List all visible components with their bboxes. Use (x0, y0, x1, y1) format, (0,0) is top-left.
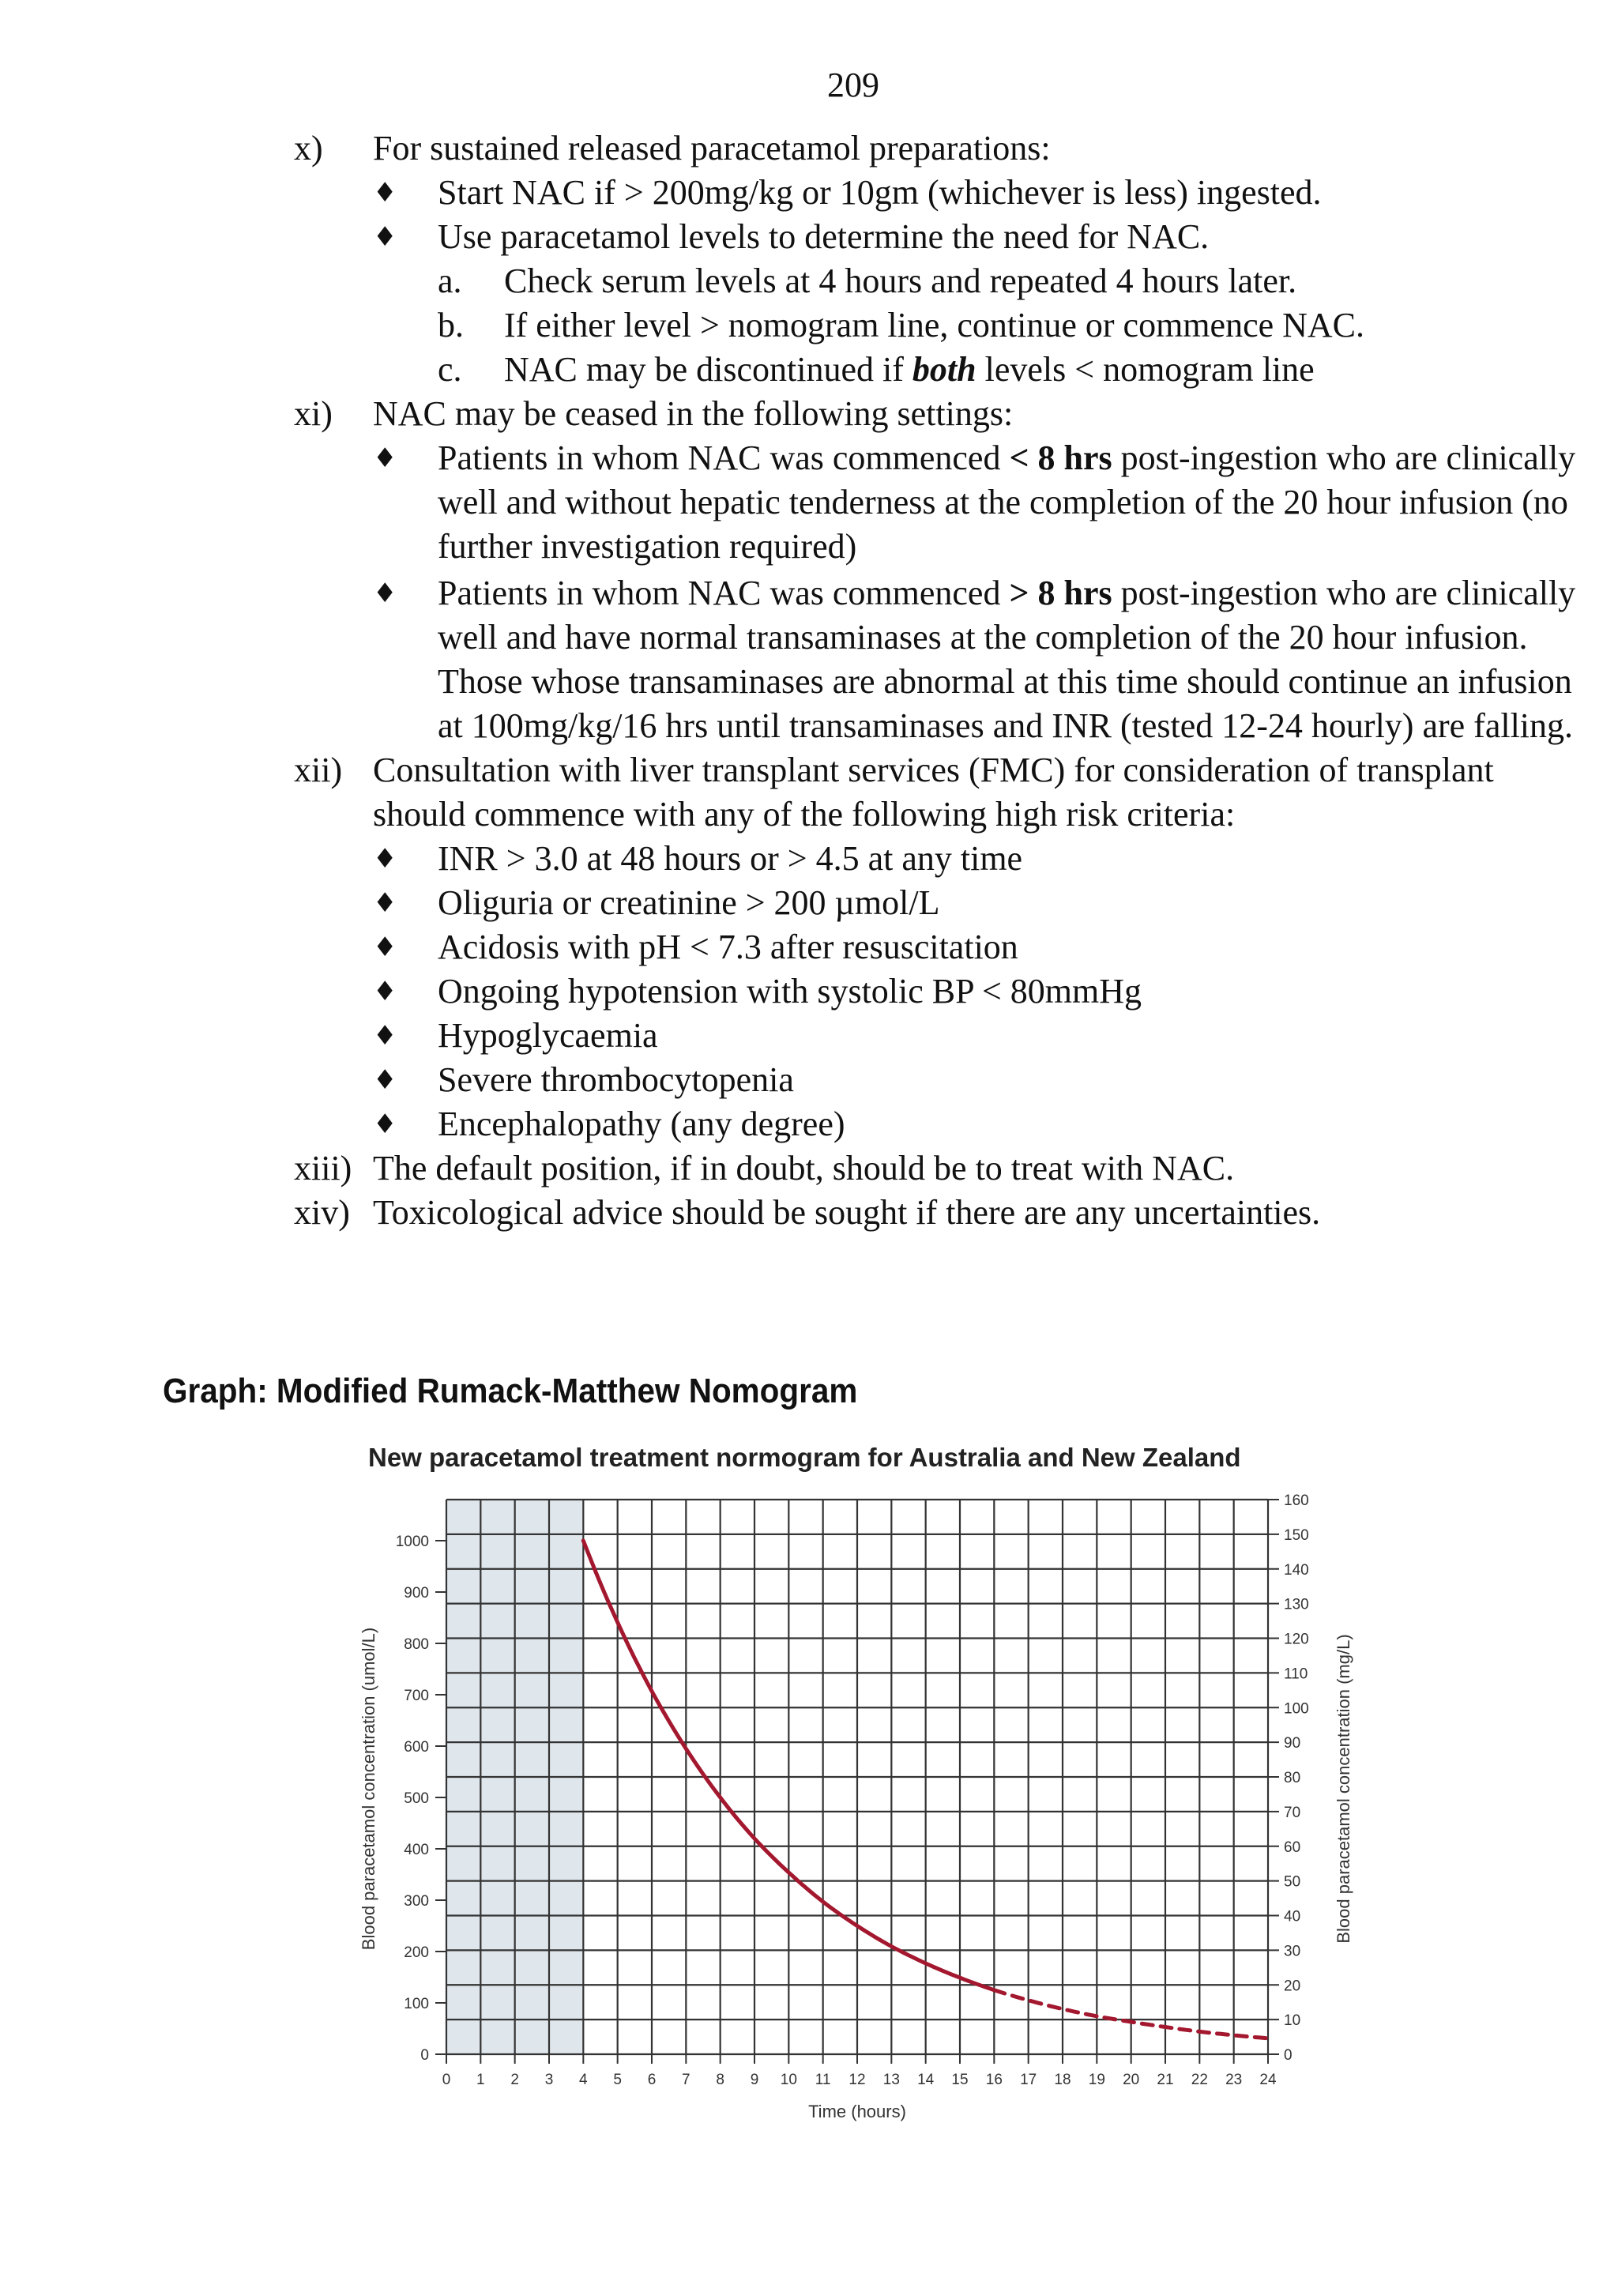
section-xi (294, 392, 1590, 748)
section-xii (294, 748, 1590, 1146)
list-item (373, 1102, 1590, 1146)
x-tick-label: 7 (682, 2072, 690, 2088)
y2-tick-label: 90 (1284, 1735, 1301, 1752)
diamond-bullet-icon: ♦ (373, 887, 397, 919)
section-number: x) (294, 129, 323, 167)
section-text: Toxicological advice should be sought if there are any uncertainties. (373, 1193, 1321, 1232)
section-xiv (294, 1191, 1590, 1235)
x-tick-label: 3 (544, 2072, 554, 2088)
y2-tick-label: 0 (1284, 2047, 1293, 2064)
list-item (373, 436, 1590, 569)
sub-item-marker: b. (438, 306, 464, 344)
x-tick-label: 13 (882, 2072, 900, 2088)
x-tick-label: 24 (1259, 2072, 1277, 2088)
x-tick-label: 18 (1054, 2072, 1071, 2088)
list-item-text: Severe thrombocytopenia (438, 1060, 794, 1099)
emphasis-text: both (912, 350, 976, 389)
diamond-bullet-icon: ♦ (373, 1020, 397, 1052)
list-item-text: Encephalopathy (any degree) (438, 1105, 845, 1143)
y2-tick-label: 70 (1284, 1804, 1301, 1821)
list-item-text: Patients in whom NAC was commenced (438, 438, 1010, 477)
y2-tick-label: 100 (1284, 1700, 1309, 1718)
list-item-text: Hypoglycaemia (438, 1016, 658, 1055)
sub-item (438, 348, 1590, 392)
sub-item-text: If either level > nomogram line, continue or commence NAC. (504, 306, 1365, 344)
x-tick-label: 15 (951, 2072, 969, 2088)
sub-item-text: Check serum levels at 4 hours and repeated 4 hours later. (504, 262, 1297, 300)
diamond-bullet-icon: ♦ (373, 578, 397, 609)
list-item-text: Ongoing hypotension with systolic BP < 80mmHg (438, 972, 1142, 1011)
diamond-bullet-icon: ♦ (373, 843, 397, 875)
x-tick-label: 23 (1225, 2072, 1243, 2088)
y-tick-label: 400 (404, 1842, 429, 1858)
diamond-bullet-icon: ♦ (373, 177, 397, 209)
x-tick-label: 0 (442, 2072, 451, 2088)
sub-item-marker: c. (438, 350, 462, 389)
diamond-bullet-icon: ♦ (373, 932, 397, 963)
y-tick-label: 1000 (395, 1534, 429, 1550)
list-item (373, 837, 1590, 881)
section-x (294, 126, 1590, 392)
x-tick-label: 6 (647, 2072, 657, 2088)
list-item (373, 171, 1590, 215)
section-number: xiv) (294, 1193, 350, 1232)
y2-axis-title: Blood paracetamol concentration (mg/L) (1334, 1634, 1353, 1944)
y-tick-label: 900 (404, 1585, 429, 1602)
x-tick-label: 10 (780, 2072, 797, 2088)
list-item (373, 1014, 1590, 1058)
graph-heading: Graph: Modified Rumack-Matthew Nomogram (163, 1372, 858, 1410)
y-tick-label: 700 (404, 1688, 429, 1704)
list-item (373, 969, 1590, 1014)
diamond-bullet-icon: ♦ (373, 976, 397, 1007)
list-item (373, 571, 1590, 748)
y-tick-label: 200 (404, 1944, 429, 1961)
diamond-bullet-icon: ♦ (373, 1108, 397, 1140)
list-item (373, 925, 1590, 969)
list-item (373, 1058, 1590, 1102)
x-tick-label: 12 (849, 2072, 866, 2088)
y2-tick-label: 10 (1284, 2012, 1301, 2030)
section-number: xiii) (294, 1149, 352, 1188)
y2-tick-label: 40 (1284, 1908, 1301, 1925)
section-xiii (294, 1146, 1590, 1191)
list-item-text: Use paracetamol levels to determine the need for NAC. (438, 217, 1210, 256)
x-tick-label: 9 (750, 2072, 759, 2088)
guideline-text (294, 126, 1590, 1235)
y2-tick-label: 160 (1284, 1492, 1309, 1509)
list-item-text: post-ingestion who are clinically well and have normal transaminases at the completion of the 20 hour infusion. Those whose transaminases are abnormal at this time should continue an infusion at 100mg/kg/16 hrs until transaminases and INR (tested 12-24 hourly) are falling. (438, 574, 1576, 745)
y-tick-label: 800 (404, 1636, 429, 1653)
section-number: xii) (294, 751, 343, 789)
section-text: For sustained released paracetamol preparations: (373, 129, 1051, 167)
x-tick-label: 11 (815, 2072, 831, 2088)
chart-title: New paracetamol treatment normogram for Australia and New Zealand (368, 1443, 1241, 1472)
y2-tick-label: 140 (1284, 1561, 1309, 1579)
diamond-bullet-icon: ♦ (373, 221, 397, 253)
sub-item-text: levels < nomogram line (976, 350, 1315, 389)
list-item (373, 215, 1590, 259)
y2-tick-label: 120 (1284, 1631, 1309, 1648)
y2-tick-label: 80 (1284, 1770, 1301, 1786)
sub-item (438, 303, 1590, 348)
section-text: Consultation with liver transplant services (FMC) for consideration of transplant should commence with any of the following high risk criteria: (373, 751, 1494, 834)
y-tick-label: 0 (420, 2047, 429, 2064)
list-item-text: Oliguria or creatinine > 200 µmol/L (438, 883, 940, 922)
x-tick-label: 5 (613, 2072, 622, 2088)
y-axis-title: Blood paracetamol concentration (umol/L) (359, 1627, 378, 1951)
x-tick-label: 14 (917, 2072, 935, 2088)
y2-tick-label: 20 (1284, 1978, 1301, 1995)
x-axis-title: Time (hours) (808, 2102, 906, 2121)
bold-text: < 8 hrs (1009, 438, 1112, 477)
y2-tick-label: 130 (1284, 1596, 1309, 1613)
section-text: NAC may be ceased in the following settings: (373, 394, 1014, 433)
list-item-text: Start NAC if > 200mg/kg or 10gm (whichever is less) ingested. (438, 173, 1322, 212)
sub-item-marker: a. (438, 262, 462, 300)
y-tick-label: 500 (404, 1790, 429, 1807)
x-tick-label: 17 (1020, 2072, 1037, 2088)
page-number: 209 (827, 66, 879, 104)
x-tick-label: 20 (1123, 2072, 1140, 2088)
y-tick-label: 100 (404, 1996, 429, 2012)
sub-item (438, 259, 1590, 303)
list-item (373, 881, 1590, 925)
list-item-text: INR > 3.0 at 48 hours or > 4.5 at any time (438, 839, 1023, 878)
y-tick-label: 600 (404, 1739, 429, 1756)
x-tick-label: 4 (579, 2072, 588, 2088)
y2-tick-label: 110 (1284, 1666, 1308, 1683)
x-tick-label: 8 (716, 2072, 724, 2088)
y2-tick-label: 150 (1284, 1526, 1309, 1544)
x-tick-label: 16 (985, 2072, 1003, 2088)
diamond-bullet-icon: ♦ (373, 442, 397, 474)
y2-tick-label: 60 (1284, 1839, 1301, 1856)
x-tick-label: 1 (476, 2072, 485, 2088)
x-tick-label: 21 (1157, 2072, 1174, 2088)
section-number: xi) (294, 394, 333, 433)
nomogram-chart (348, 1485, 1390, 2133)
diamond-bullet-icon: ♦ (373, 1064, 397, 1096)
sub-item-text: NAC may be discontinued if (504, 350, 912, 389)
x-tick-label: 19 (1088, 2072, 1105, 2088)
bold-text: > 8 hrs (1009, 574, 1112, 612)
list-item-text: Acidosis with pH < 7.3 after resuscitation (438, 928, 1018, 966)
criteria-list (373, 837, 1590, 1146)
x-tick-label: 2 (510, 2072, 519, 2088)
section-text: The default position, if in doubt, should be to treat with NAC. (373, 1149, 1235, 1188)
x-tick-label: 22 (1191, 2072, 1208, 2088)
list-item-text: Patients in whom NAC was commenced (438, 574, 1010, 612)
list-item-text: post-ingestion who are clinically well and without hepatic tenderness at the completion of the 20 hour infusion (no further investigation required) (438, 438, 1576, 566)
y2-tick-label: 30 (1284, 1943, 1301, 1960)
y2-tick-label: 50 (1284, 1873, 1301, 1891)
y-tick-label: 300 (404, 1893, 429, 1910)
